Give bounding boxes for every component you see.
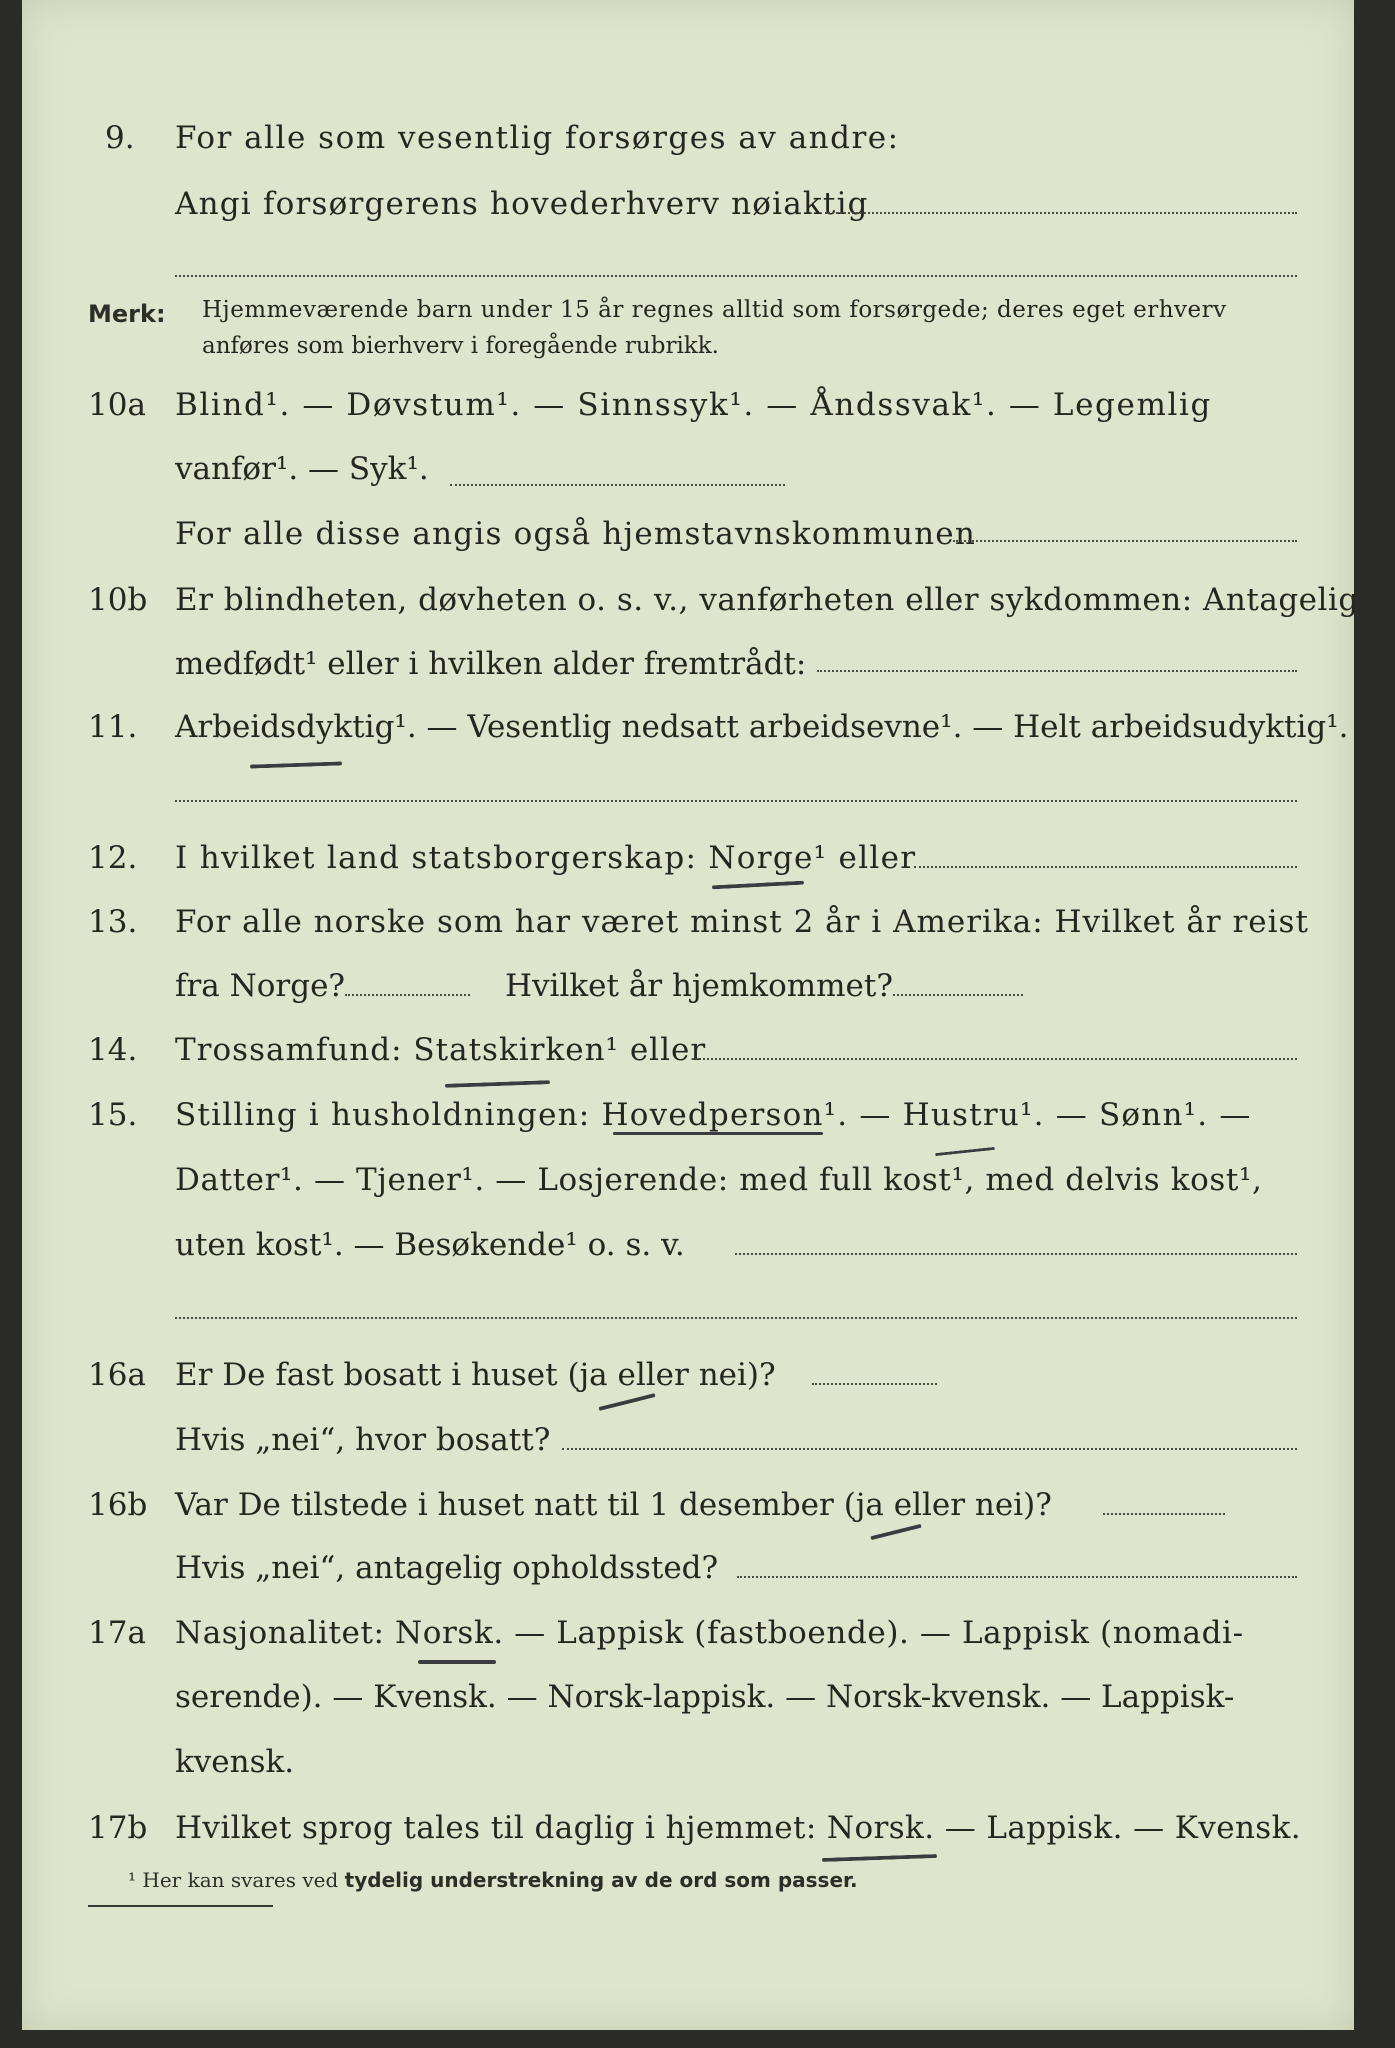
q10a-line3: For alle disse angis også hjemstavnskommunen — [175, 516, 976, 552]
q15-number: 15. — [88, 1097, 138, 1133]
merk-line1: Hjemmeværende barn under 15 år regnes alltid som forsørgede; deres eget erhverv — [202, 297, 1227, 323]
q16b-number: 16b — [88, 1487, 148, 1523]
q13-line2b: Hvilket år hjemkommet? — [505, 968, 893, 1004]
q14-number: 14. — [88, 1032, 138, 1068]
footnote-mark: ¹ — [128, 1868, 137, 1892]
scan-edge-bottom — [0, 2030, 1395, 2048]
footnote-rule — [88, 1905, 273, 1907]
q9-answer-line-2[interactable] — [175, 275, 1297, 277]
q16b-answer-line[interactable] — [1103, 1513, 1225, 1515]
q17a-ink-underline — [418, 1660, 496, 1664]
q13-line1: For alle norske som har været minst 2 år i Amerika: Hvilket år reist — [175, 904, 1309, 940]
q16a-line1: Er De fast bosatt i huset (ja eller nei)? — [175, 1357, 776, 1393]
q10b-line1: Er blindheten, døvheten o. s. v., vanførheten eller sykdommen: Antagelig — [175, 582, 1359, 618]
merk-label: Merk: — [88, 300, 166, 328]
q13-line2a: fra Norge? — [175, 968, 346, 1004]
q16b-line1: Var De tilstede i huset natt til 1 desember (ja eller nei)? — [175, 1487, 1052, 1523]
q13-reist-line[interactable] — [345, 994, 470, 996]
q15-line2: Datter¹. — Tjener¹. — Losjerende: med full kost¹, med delvis kost¹, — [175, 1162, 1263, 1198]
q16a-number: 16a — [88, 1357, 146, 1393]
q16a-bosatt-line[interactable] — [562, 1448, 1297, 1450]
q15-ink-underline — [613, 1132, 823, 1135]
q10a-line1: Blind¹. — Døvstum¹. — Sinnssyk¹. — Åndssvak¹. — Legemlig — [175, 387, 1212, 423]
q17b-line1: Hvilket sprog tales til daglig i hjemmet: Norsk. — Lappisk. — Kvensk. — [175, 1810, 1302, 1846]
q10a-number: 10a — [88, 387, 146, 423]
footnote — [128, 1868, 858, 1892]
q14-answer-line[interactable] — [692, 1058, 1297, 1060]
q9-answer-line[interactable] — [825, 212, 1297, 214]
q15-line1: Stilling i husholdningen: Hovedperson¹. — Hustru¹. — Sønn¹. — — [175, 1097, 1252, 1133]
q9-line2: Angi forsørgerens hovederhverv nøiaktig — [175, 186, 869, 222]
q16a-line2: Hvis „nei“, hvor bosatt? — [175, 1422, 551, 1458]
q13-hjemkommet-line[interactable] — [893, 994, 1023, 996]
q16b-line2: Hvis „nei“, antagelig opholdssted? — [175, 1550, 719, 1586]
q16a-answer-line[interactable] — [812, 1383, 937, 1385]
q12-number: 12. — [88, 840, 138, 876]
q10b-answer-line[interactable] — [817, 670, 1297, 672]
merk-line2: anføres som bierhverv i foregående rubrikk. — [202, 333, 719, 359]
q11-number: 11. — [88, 709, 138, 745]
scan-edge-left — [0, 0, 22, 2048]
q12-line1: I hvilket land statsborgerskap: Norge¹ eller — [175, 840, 917, 876]
q11-line1: Arbeidsdyktig¹. — Vesentlig nedsatt arbeidsevne¹. — Helt arbeidsudyktig¹. — [175, 709, 1349, 745]
q10a-line2: vanfør¹. — Syk¹. — [175, 451, 429, 487]
q9-number: 9. — [105, 120, 135, 156]
q9-line1: For alle som vesentlig forsørges av andre: — [175, 120, 900, 156]
q14-line1: Trossamfund: Statskirken¹ eller — [175, 1032, 707, 1068]
q17a-line2: serende). — Kvensk. — Norsk-lappisk. — Norsk-kvensk. — Lappisk- — [175, 1679, 1235, 1715]
q12-answer-line[interactable] — [914, 866, 1297, 868]
q15-answer-line[interactable] — [735, 1253, 1297, 1255]
footnote-text-b: tydelig understrekning av de ord som passer. — [344, 1868, 858, 1892]
q10a-hjemstavn-line[interactable] — [953, 540, 1297, 542]
q10b-line2: medfødt¹ eller i hvilken alder fremtrådt: — [175, 646, 807, 682]
q16b-opholdssted-line[interactable] — [737, 1576, 1297, 1578]
q17a-number: 17a — [88, 1615, 146, 1651]
q17b-number: 17b — [88, 1810, 148, 1846]
footnote-text-a: Her kan svares ved — [142, 1868, 339, 1892]
q17a-line1: Nasjonalitet: Norsk. — Lappisk (fastboende). — Lappisk (nomadi- — [175, 1615, 1244, 1651]
q13-number: 13. — [88, 904, 138, 940]
q10a-answer-line[interactable] — [450, 484, 785, 486]
scan-edge-right — [1354, 0, 1395, 2048]
q17a-line3: kvensk. — [175, 1744, 295, 1780]
q15-answer-line-2[interactable] — [175, 1317, 1297, 1319]
q15-line3: uten kost¹. — Besøkende¹ o. s. v. — [175, 1227, 685, 1263]
q10b-number: 10b — [88, 582, 148, 618]
q11-answer-line[interactable] — [175, 800, 1297, 802]
